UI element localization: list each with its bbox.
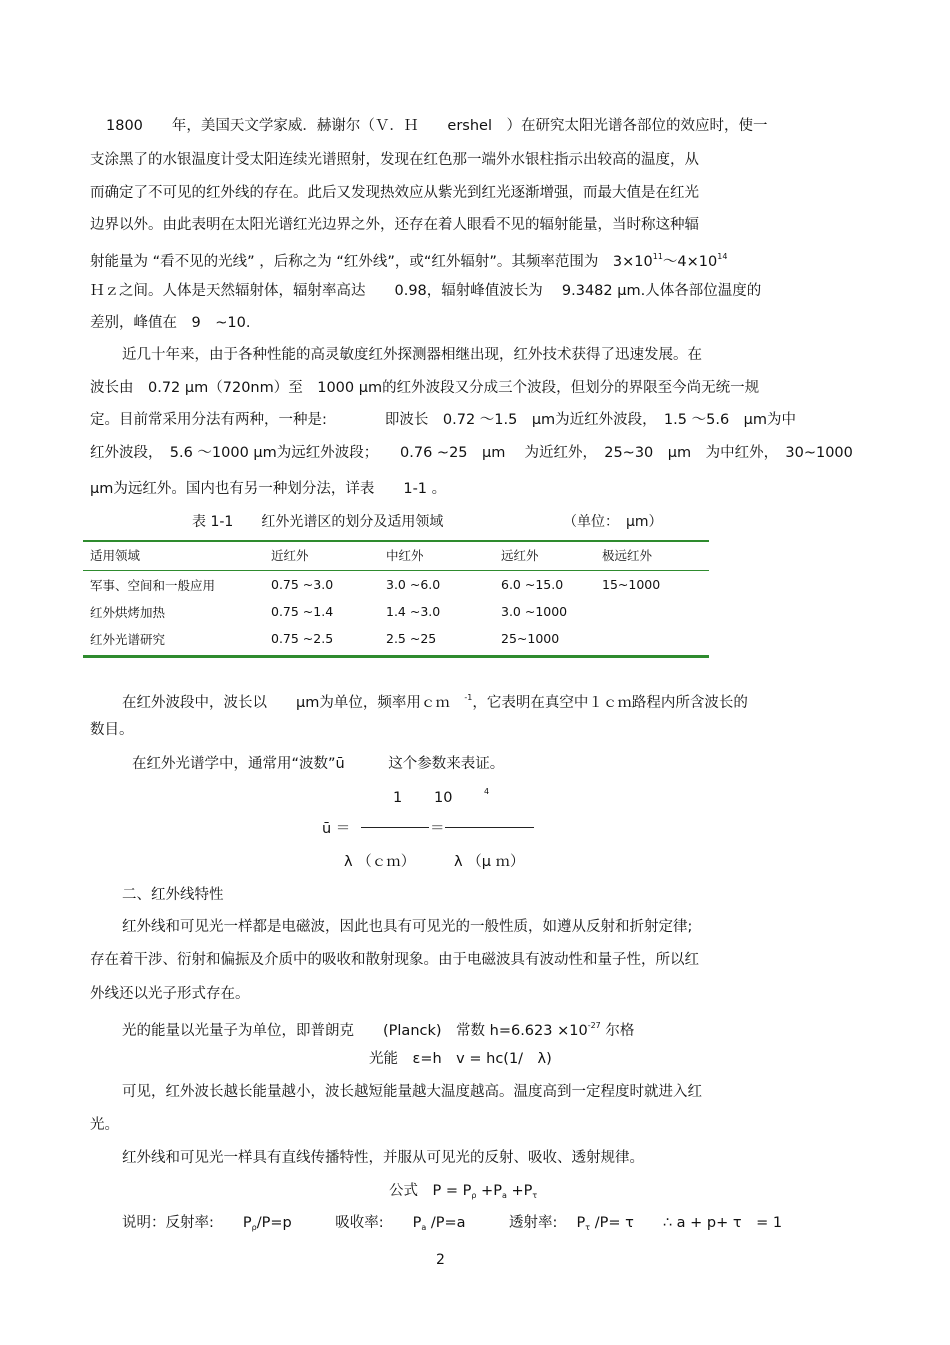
table-cell: 25~1000 (501, 631, 560, 646)
formula-numerator-1: 1 (393, 790, 403, 806)
table-header-cell: 近红外 (264, 540, 379, 571)
explanation-line: 说明：反射率: $P_\rho/P=p$ 吸收率: $P_a$ /P=a 透射率: $P_\tau$ /P= τ ∴ a + p+ τ = 1 (122, 1215, 783, 1232)
p2-line-1: 近几十年来，由于各种性能的高灵敏度红外探测器相继出现，红外技术获得了迅速发展。在 (122, 347, 702, 363)
table-row (83, 571, 709, 599)
p5-line-3: 外线还以光子形式存在。 (90, 986, 250, 1002)
formula-numerator-exp: 4 (484, 787, 490, 796)
formula-denominator-1: λ （ｃｍ） (344, 854, 416, 870)
table-cell (595, 625, 709, 652)
table-cell: 0.75 ~2.5 (271, 631, 334, 646)
table-cell: 红外光谱研究 (90, 631, 166, 647)
table-header-cell: 中红外 (379, 540, 494, 571)
fraction-bar-1 (361, 827, 429, 828)
p2-line-4: 红外波段， 5.6 ～1000 μm为远红外波段； 0.76 ~25 μm 为近红外， 25~30 μm 为中红外， 30~1000 (90, 445, 853, 461)
table-cell: 0.75 ~3.0 (271, 577, 334, 592)
p7-line-2: 光。 (90, 1117, 119, 1133)
table-cell: 3.0 ~1000 (501, 604, 568, 619)
table-cell: 3.0 ~6.0 (386, 577, 441, 592)
table-caption: 表 1-1 红外光谱区的划分及适用领域 (192, 514, 444, 530)
table-bottom-rule (83, 655, 709, 658)
spectrum-table (83, 540, 709, 652)
p2-line-5: μm为远红外。国内也有另一种划分法，详表 1-1 。 (90, 481, 447, 497)
table-cell: 红外烘烤加热 (90, 604, 166, 620)
p8-line: 红外线和可见光一样具有直线传播特性，并服从可见光的反射、吸收、透射规律。 (122, 1150, 644, 1166)
formula-equals: ＝ (430, 821, 445, 837)
p1-line-5: 射能量为 “看不见的光线” ，后称之为 “红外线”，或“红外辐射”。其频率范围为 $3\times 10^{11}\sim 4\times 10^{14}$ (90, 252, 728, 270)
table-header-cell: 适用领域 (83, 540, 264, 571)
formula-denominator-2: λ （μ ｍ） (454, 854, 525, 870)
p1-line-7: 差别，峰值在 9 ~10. (90, 315, 251, 331)
table-cell: 军事、空间和一般应用 (90, 577, 216, 593)
table-header-row (83, 540, 709, 571)
table-cell: 2.5 ~25 (386, 631, 437, 646)
light-energy-formula: 光能 ε=h v = hc(1/ λ) (369, 1051, 552, 1067)
power-formula: 公式 $P = P_\rho +P_a +P_\tau$ (389, 1183, 538, 1200)
table-cell: 6.0 ~15.0 (501, 577, 564, 592)
table-cell: 0.75 ~1.4 (271, 604, 334, 619)
p3-line-2: 数目。 (90, 722, 134, 738)
table-header-cell: 极远红外 (595, 540, 709, 571)
page-number: 2 (436, 1252, 445, 1268)
p1-line-3: 而确定了不可见的红外线的存在。此后又发现热效应从紫光到红光逐渐增强，而最大值是在红光 (90, 185, 699, 201)
p7-line-1: 可见，红外波长越长能量越小，波长越短能量越大温度越高。温度高到一定程度时就进入红 (122, 1084, 702, 1100)
p2-line-2: 波长由 0.72 μm（720nm）至 1000 μm的红外波段又分成三个波段，但划分的界限至今尚无统一规 (90, 380, 760, 396)
formula-lhs: ū ＝ (322, 821, 351, 837)
p1-line-2: 支涂黑了的水银温度计受太阳连续光谱照射，发现在红色那一端外水银柱指示出较高的温度，从 (90, 152, 699, 168)
p3-line-1: 在红外波段中，波长以 μm为单位，频率用ｃｍ $^{-1}$，它表明在真空中１ｃｍ路程内所含波长的 (122, 693, 748, 711)
fraction-bar-2 (445, 827, 534, 828)
table-row (83, 598, 709, 625)
formula-numerator-2: 10 (434, 790, 453, 806)
table-header-cell: 远红外 (494, 540, 595, 571)
p4-line: 在红外光谱学中，通常用“波数”ū 这个参数来表证。 (132, 756, 505, 772)
table-cell: 1.4 ~3.0 (386, 604, 441, 619)
p5-line-1: 红外线和可见光一样都是电磁波，因此也具有可见光的一般性质，如遵从反射和折射定律; (122, 919, 693, 935)
table-cell: 15~1000 (602, 577, 661, 592)
section-title: 二、红外线特性 (122, 887, 224, 903)
p1-line-1: 1800 年，美国天文学家威．赫谢尔（Ｖ．Ｈ ershel ）在研究太阳光谱各部位的效应时，使一 (106, 118, 768, 134)
table-cell (595, 598, 709, 625)
p1-line-6: Ｈｚ之间。人体是天然辐射体，辐射率高达 0.98，辐射峰值波长为 9.3482 μm.人体各部位温度的 (90, 283, 762, 299)
table-unit: （单位： μm） (563, 514, 663, 530)
p1-line-4: 边界以外。由此表明在太阳光谱红光边界之外，还存在着人眼看不见的辐射能量，当时称这种辐 (90, 217, 699, 233)
p5-line-2: 存在着干涉、衍射和偏振及介质中的吸收和散射现象。由于电磁波具有波动性和量子性，所以红 (90, 952, 699, 968)
table-row (83, 625, 709, 652)
p6-line: 光的能量以光量子为单位，即普朗克 (Planck) 常数 $h=6.623 \times 10^{-27}$ 尔格 (122, 1021, 635, 1039)
p2-line-3: 定。目前常采用分法有两种，一种是: 即波长 0.72 ～1.5 μm为近红外波段， 1.5 ～5.6 μm为中 (90, 412, 797, 428)
